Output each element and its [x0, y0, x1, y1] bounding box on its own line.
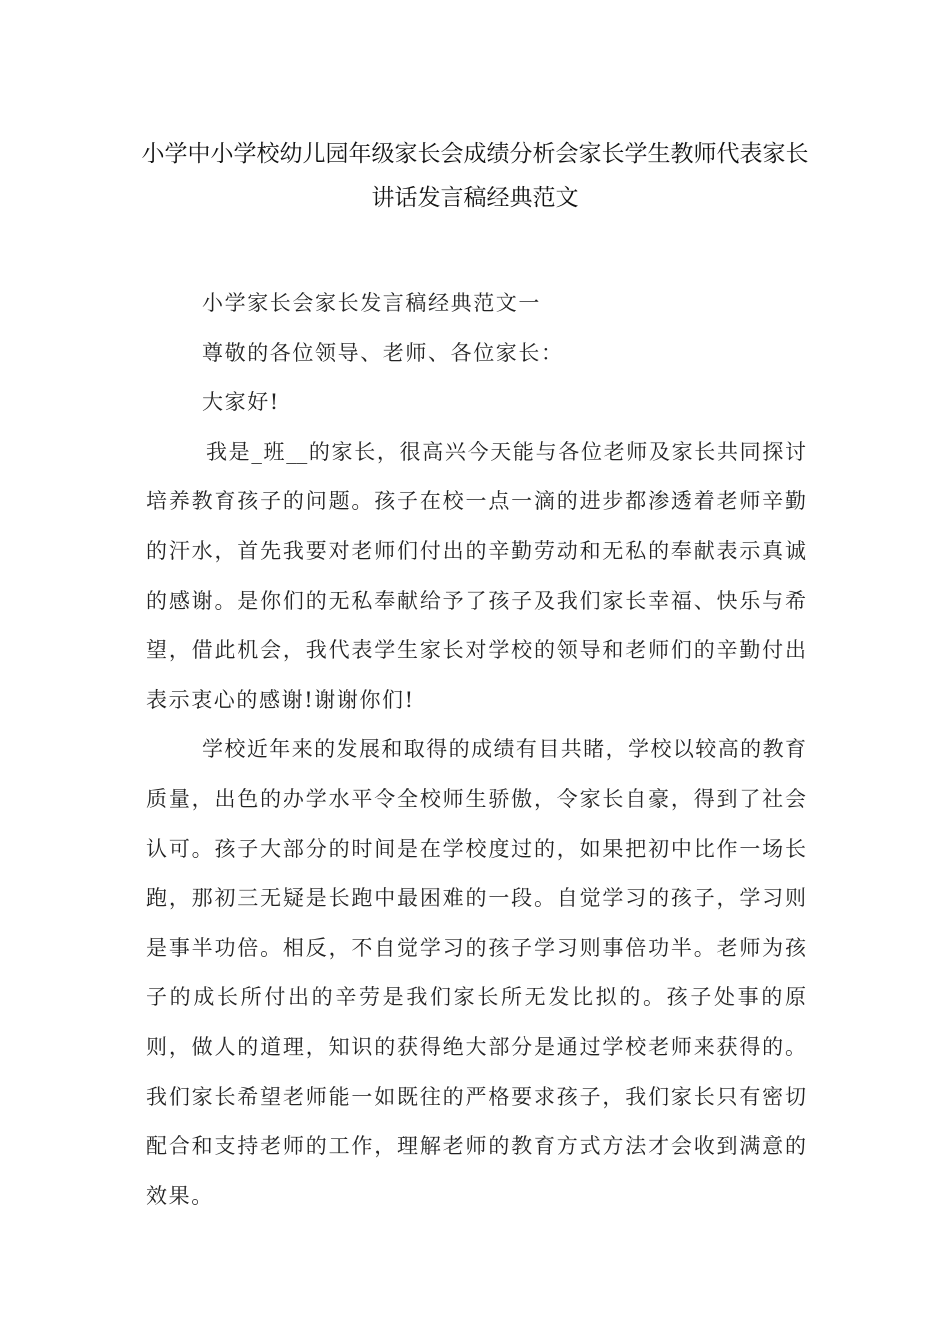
- paragraph-line: 我们家长希望老师能一如既往的严格要求孩子，我们家长只有密切: [146, 1084, 806, 1109]
- title-line: 小学中小学校幼儿园年级家长会成绩分析会家长学生教师代表家长: [141, 141, 809, 167]
- paragraph-line: 学校近年来的发展和取得的成绩有目共睹，学校以较高的教育: [202, 737, 806, 762]
- paragraph-2: [146, 725, 806, 1221]
- paragraph-line: 则，做人的道理，知识的获得绝大部分是通过学校老师来获得的。: [146, 1034, 806, 1059]
- document-body: [146, 279, 806, 1221]
- paragraph-line: 配合和支持老师的工作，理解老师的教育方式方法才会收到满意的: [146, 1134, 806, 1159]
- paragraph-1: [146, 428, 806, 726]
- paragraph-line: 的汗水，首先我要对老师们付出的辛勤劳动和无私的奉献表示真诚: [146, 538, 806, 563]
- salutation: 尊敬的各位领导、老师、各位家长：: [202, 340, 564, 365]
- paragraph-line: 子的成长所付出的辛劳是我们家长所无发比拟的。孩子处事的原: [146, 985, 806, 1010]
- section-heading: 小学家长会家长发言稿经典范文一: [202, 291, 541, 315]
- document-title: [0, 132, 950, 220]
- paragraph-line: 认可。孩子大部分的时间是在学校度过的，如果把初中比作一场长: [146, 836, 806, 861]
- paragraph-line: 效果。: [146, 1183, 214, 1208]
- greeting: 大家好!: [202, 390, 280, 415]
- paragraph-line: 质量，出色的办学水平令全校师生骄傲，令家长自豪，得到了社会: [146, 786, 806, 811]
- paragraph-line: 培养教育孩子的问题。孩子在校一点一滴的进步都渗透着老师辛勤: [146, 489, 806, 514]
- paragraph-line: 望，借此机会，我代表学生家长对学校的领导和老师们的辛勤付出: [146, 638, 806, 663]
- paragraph-line: 的感谢。是你们的无私奉献给予了孩子及我们家长幸福、快乐与希: [146, 588, 806, 613]
- paragraph-line: 跑，那初三无疑是长跑中最困难的一段。自觉学习的孩子，学习则: [146, 886, 806, 911]
- paragraph-line: 是事半功倍。相反，不自觉学习的孩子学习则事倍功半。老师为孩: [146, 935, 806, 960]
- paragraph-line: 我是_班__的家长，很高兴今天能与各位老师及家长共同探讨: [206, 439, 806, 464]
- paragraph-line: 表示衷心的感谢!谢谢你们!: [146, 687, 415, 712]
- title-line: 讲话发言稿经典范文: [371, 185, 579, 211]
